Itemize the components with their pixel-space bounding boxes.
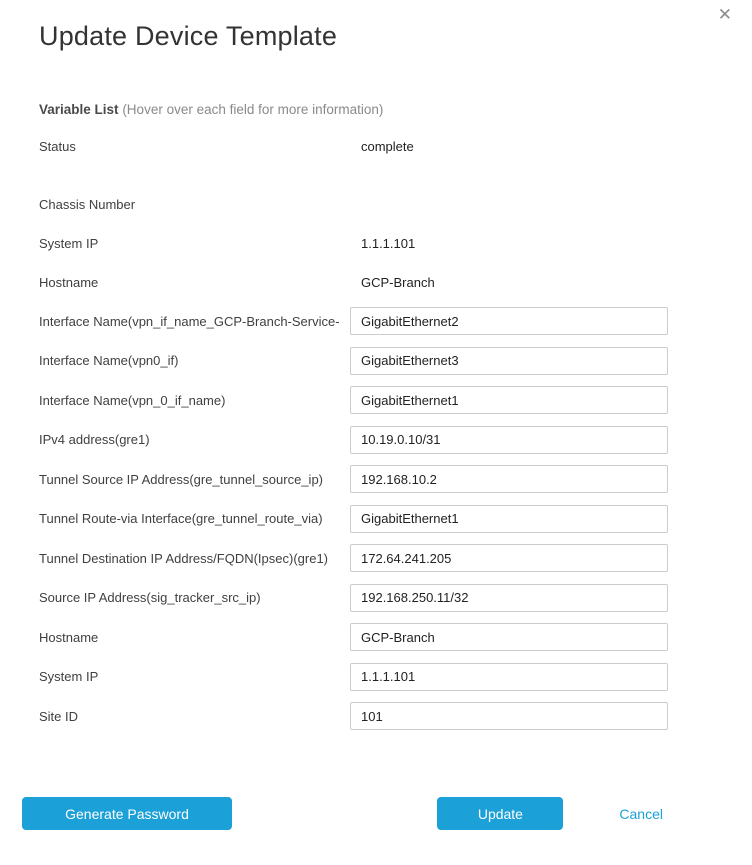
variable-rows xyxy=(39,132,668,730)
hostname-input-label: Hostname xyxy=(39,629,99,645)
static-row-chassis-number xyxy=(39,190,668,218)
input-row-tunnel-destination xyxy=(39,544,668,572)
tunnel-source-ip-input[interactable] xyxy=(350,465,668,493)
hostname-value: GCP-Branch xyxy=(361,274,435,290)
input-row-site-id xyxy=(39,702,668,730)
tunnel-destination-input[interactable] xyxy=(350,544,668,572)
input-row-vpn-0-if-name xyxy=(39,386,668,414)
input-row-hostname xyxy=(39,623,668,651)
dialog-footer xyxy=(22,797,668,830)
static-row-status xyxy=(39,132,668,160)
vpn-0-if-name-label: Interface Name(vpn_0_if_name) xyxy=(39,392,226,408)
hostname-label: Hostname xyxy=(39,274,99,290)
status-value: complete xyxy=(361,138,414,154)
sig-tracker-src-ip-label: Source IP Address(sig_tracker_src_ip) xyxy=(39,590,261,605)
vpn-if-name-service-input[interactable] xyxy=(350,307,668,335)
close-icon[interactable]: ✕ xyxy=(717,5,732,24)
system-ip-label: System IP xyxy=(39,235,99,251)
chassis-number-label: Chassis Number xyxy=(39,196,136,212)
tunnel-route-via-input[interactable] xyxy=(350,505,668,533)
site-id-input[interactable] xyxy=(350,702,668,730)
update-button[interactable]: Update xyxy=(437,797,563,830)
input-row-vpn-if-name-service xyxy=(39,307,668,335)
tunnel-route-via-label: Tunnel Route-via Interface(gre_tunnel_route_via) xyxy=(39,511,323,526)
system-ip-input-label: System IP xyxy=(39,669,99,684)
input-row-tunnel-source-ip xyxy=(39,465,668,493)
input-row-tunnel-route-via xyxy=(39,505,668,533)
tunnel-destination-label: Tunnel Destination IP Address/FQDN(Ipsec)(gre1) xyxy=(39,550,329,566)
vpn0-if-input[interactable] xyxy=(350,347,668,375)
generate-password-button[interactable]: Generate Password xyxy=(22,797,232,830)
input-row-sig-tracker-src-ip xyxy=(39,584,668,612)
input-row-ipv4-address-gre1 xyxy=(39,426,668,454)
input-row-system-ip xyxy=(39,663,668,691)
sig-tracker-src-ip-input[interactable] xyxy=(350,584,668,612)
variable-list-heading xyxy=(39,102,668,118)
system-ip-value: 1.1.1.101 xyxy=(361,235,416,251)
hostname-input[interactable] xyxy=(350,623,668,651)
ipv4-address-gre1-label: IPv4 address(gre1) xyxy=(39,432,150,447)
cancel-button[interactable]: Cancel xyxy=(619,805,663,822)
vpn-0-if-name-input[interactable] xyxy=(350,386,668,414)
variable-list-hint: (Hover over each field for more information) xyxy=(122,102,384,117)
vpn-if-name-service-label: Interface Name(vpn_if_name_GCP-Branch-Service- xyxy=(39,313,340,329)
tunnel-source-ip-label: Tunnel Source IP Address(gre_tunnel_source_ip) xyxy=(39,471,324,487)
ipv4-address-gre1-input[interactable] xyxy=(350,426,668,454)
input-row-vpn0-if xyxy=(39,347,668,375)
static-row-system-ip xyxy=(39,229,668,257)
status-label: Status xyxy=(39,138,76,154)
static-row-hostname xyxy=(39,268,668,296)
vpn0-if-label: Interface Name(vpn0_if) xyxy=(39,353,179,368)
variable-list-label: Variable List xyxy=(39,102,119,117)
page-title: Update Device Template xyxy=(39,21,338,51)
site-id-label: Site ID xyxy=(39,708,79,724)
system-ip-input[interactable] xyxy=(350,663,668,691)
